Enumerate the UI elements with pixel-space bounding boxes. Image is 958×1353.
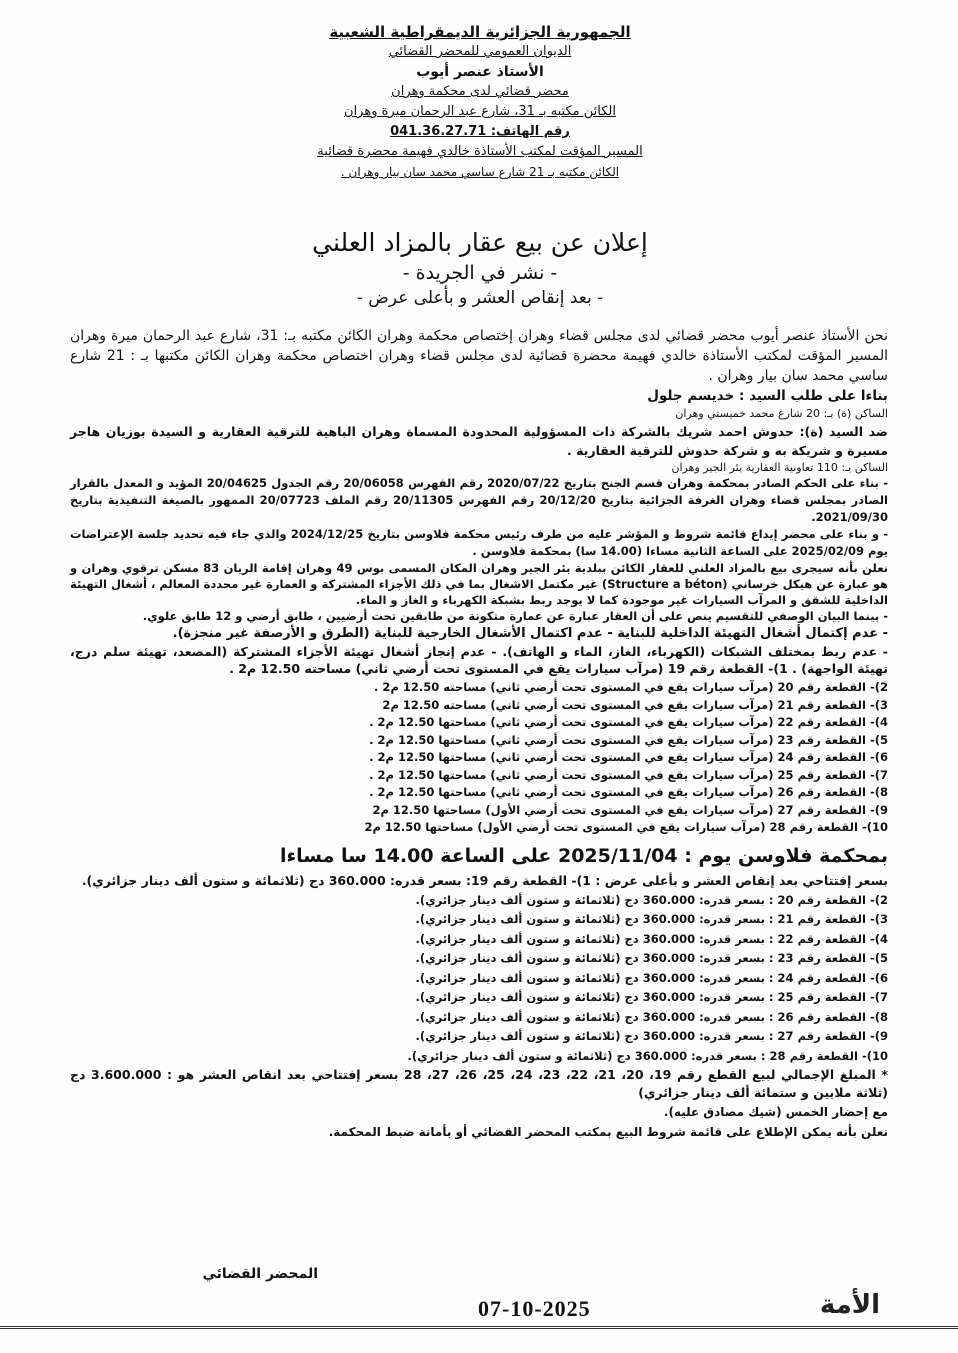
notice-subtitle-terms: - بعد إنقاص العشر و بأعلى عرض - [356,288,604,308]
defendant-paragraph: ضد السيد (ة): حدوش احمد شريك بالشركة ذات المسؤولية المحدودة المسماة وهران الباهية للترقية العقارية و السيدة بوزيان هاجر مسيرة و شريكة به و شركة حدوش للترقية العقارية . [70,424,888,458]
judgment-paragraph: - بناء على الحكم الصادر بمحكمة وهران قسم الجنح بتاريخ 2020/07/22 رقم الفهرس 20/06058 رقم الجدول 20/04625 المؤيد و المعدل بالقرار الصادر بمجلس قضاء وهران الغرفة الجزائية بتاريخ 20/12/20 رقم الفهرس 20/11305 رقم الملف 20/07723 الممهور بالصيغة التنفيذية بتاريخ 2021/09/30. [70,476,888,524]
deposit-paragraph: - و بناء على محضر إيداع قائمة شروط و المؤشر عليه من طرف رئيس محكمة فلاوسن بتاريخ 2024/12/25 والذي جاء فيه تحديد جلسة الإعتراضات يوم 2025/02/09 على الساعة الثانية مساءا (14.00 سا) بمحكمة فلاوسن . [70,527,888,558]
lot-item: 5)- القطعة رقم 23 (مرآب سيارات يقع في المستوى تحت أرضي ثاني) مساحتها 12.50 م2 . [369,732,888,747]
lot-item: 7)- القطعة رقم 25 (مرآب سيارات يقع في المستوى تحت أرضي ثاني) مساحتها 12.50 م2 . [369,767,888,782]
requester-line: بناءا على طلب السيد : خديسم جلول [647,388,888,404]
newspaper-logo: الأمة [819,1290,881,1320]
opening-price-intro: بسعر إفتتاحي بعد إنقاص العشر و بأعلى عرض : 1)- القطعة رقم 19: بسعر قدره: 360.000 دج (ثلاثمائة و ستون ألف دينار جزائري). [81,872,888,888]
lot-item: 9)- القطعة رقم 27 (مرآب سيارات يقع في المستوى تحت أرضي الأول) مساحتها 12.50 م2 [372,802,888,817]
republic-title: الجمهورية الجزائرية الديمقراطية الشعبية [329,23,631,41]
notice-subtitle-publish: - نشر في الجريدة - [402,262,558,284]
office-address: الكائن مكتبه بـ 31، شارع عبد الرحمان ميرة وهران [344,104,616,119]
lot-item: 10)- القطعة رقم 28 (مرآب سيارات يقع في المستوى تحت أرضي الأول) مساحتها 12.50 م2 [364,820,888,834]
intro-paragraph: نحن الأستاذ عنصر أيوب محضر قضائي لدى مجلس قضاء وهران إختصاص محكمة وهران الكائن مكتبه بـ: 31، شارع عبد الرحمان ميرة وهران المسير المؤقت لمكتب الأستاذة خالدي فهيمة محضرة قضائية لدى مجلس قضاء وهران اختصاص محكمة وهران الكائن مكتبها بـ : 21 شارع ساسي محمد سان بيار وهران . [70,328,888,384]
auction-session: بمحكمة فلاوسن يوم : 2025/11/04 على الساعة 14.00 سا مساءا [279,844,888,867]
notice-title: إعلان عن بيع عقار بالمزاد العلني [312,228,648,257]
price-item: 3)- القطعة رقم 21 : بسعر قدره: 360.000 دج (ثلاثمائة و ستون ألف دينار جزائري). [415,912,888,926]
letterhead [180,22,780,182]
description-paragraph: - بينما البيان الوصفي للتقسيم ينص على أن العقار عبارة عن عمارة متكونة من طابقين تحت أرضيين ، طابق أرضي و 12 طابق علوي. [142,609,888,623]
defects-paragraph-2: - عدم ربط بمختلف الشبكات (الكهرباء، الغاز، الماء و الهاتف). - عدم إنجاز أشغال تهيئة الأجزاء المشتركة (المصعد، تهيئة سلم درج، تهيئة الواجهة) . 1)- القطعة رقم 19 (مرآب سيارات يقع في المستوى تحت أرضي ثاني) مساحته 12.50 م2 . [70,644,888,676]
signature-title: المحضر القضائي [202,1266,318,1282]
publication-date: 07-10-2025 [478,1296,591,1321]
bottom-rule [0,1326,958,1329]
price-item: 10)- القطعة رقم 28 : بسعر قدره: 360.000 دج (ثلاثمائة و ستون ألف دينار جزائري). [407,1048,888,1063]
phone-number: رقم الهاتف: 041.36.27.71 [390,124,570,139]
interim-address: الكائن مكتبه بـ 21 شارع ساسي محمد سان بيار وهران . [340,165,620,179]
lot-item: 6)- القطعة رقم 24 (مرآب سيارات يقع في المستوى تحت أرضي ثاني) مساحتها 12.50 م2 . [369,750,888,764]
price-item: 8)- القطعة رقم 26 : بسعر قدره: 360.000 دج (ثلاثمائة و ستون ألف دينار جزائري). [415,1009,888,1024]
price-item: 4)- القطعة رقم 22 : بسعر قدره: 360.000 دج (ثلاثمائة و ستون ألف دينار جزائري). [415,931,888,946]
deposit-note: مع إحضار الخمس (شيك مصادق عليه). [663,1105,888,1119]
price-item: 7)- القطعة رقم 25 : بسعر قدره: 360.000 دج (ثلاثمائة و ستون ألف دينار جزائري). [415,990,888,1004]
defects-paragraph-1: - عدم إكتمال أشغال التهيئة الداخلية للبناية - عدم اكتمال الأشغال الخارجية للبناية (الطرق و الأرصفة غير منجزة). [172,626,888,641]
lots-list [70,679,888,837]
lawyer-name: الأستاذ عنصر أيوب [416,64,544,80]
price-item: 9)- القطعة رقم 27 : بسعر قدره: 360.000 دج (ثلاثمائة و ستون ألف دينار جزائري). [415,1029,888,1043]
lot-item: 8)- القطعة رقم 26 (مرآب سيارات يقع في المستوى تحت أرضي ثاني) مساحتها 12.50 م2 . [369,785,888,799]
property-paragraph: نعلن بأنه سيجرى بيع بالمزاد العلني للعقار الكائن ببلدية بئر الجير وهران المكان المسمى بوس 49 وهران إقامة الريان 83 مسكن ترقوي وهران و هو عبارة عن هيكل خرساني (Structure a béton) غير مكتمل الاشغال بما في ذلك الأجزاء المشتركة و العمارة غير محددة المعالم ، أشغال التهيئة الداخلية للشقق و المرآب السيارات غير موجودة كما لا يوجد ربط بشبكة الكهرباء و الغاز و الماء. [70,561,889,607]
interim-manager: المسير المؤقت لمكتب الأستاذة خالدي فهيمة محضرة قضائية [317,144,643,159]
notice-title-block [150,226,810,310]
prices-list [70,891,888,1067]
lot-item: 2)- القطعة رقم 20 (مرآب سيارات يقع في المستوى تحت أرضي ثاني) مساحته 12.50 م2 . [374,680,888,694]
price-item: 6)- القطعة رقم 24 : بسعر قدره: 360.000 دج (ثلاثمائة و ستون ألف دينار جزائري). [415,970,888,985]
requester-address: الساكن (ة) بـ: 20 شارع محمد خميستي وهران [675,407,888,420]
lot-item: 4)- القطعة رقم 22 (مرآب سيارات يقع في المستوى تحت أرضي ثاني) مساحتها 12.50 م2 . [369,715,888,729]
price-item: 2)- القطعة رقم 20 : بسعر قدره: 360.000 دج (ثلاثمائة و ستون ألف دينار جزائري). [415,892,888,907]
lot-item: 3)- القطعة رقم 21 (مرآب سيارات يقع في المستوى تحت أرضي ثاني) مساحته 12.50 م2 [382,697,888,712]
office-name: الديوان العمومي للمحضر القضائي [388,44,572,59]
total-amount: * المبلغ الإجمالي لبيع القطع رقم 19، 20، 21، 22، 23، 24، 25، 26، 27، 28 بسعر إفتتاحي بعد انقاص العشر هو : 3.600.000 دج (ثلاثة ملايين و ستمائة ألف دينار جزائري) [70,1067,888,1100]
defendant-address: الساكن بـ: 110 تعاونية العقارية بئر الجير وهران [671,461,888,474]
consultation-notice: نعلن بأنه يمكن الإطلاع على قائمة شروط البيع بمكتب المحضر القضائي أو بأمانة ضبط المحكمة. [328,1125,888,1139]
price-item: 5)- القطعة رقم 23 : بسعر قدره: 360.000 دج (ثلاثمائة و ستون ألف دينار جزائري). [415,951,888,965]
lawyer-role: محضر قضائي لدى محكمة وهران [391,84,569,99]
notice-body [70,326,888,1142]
